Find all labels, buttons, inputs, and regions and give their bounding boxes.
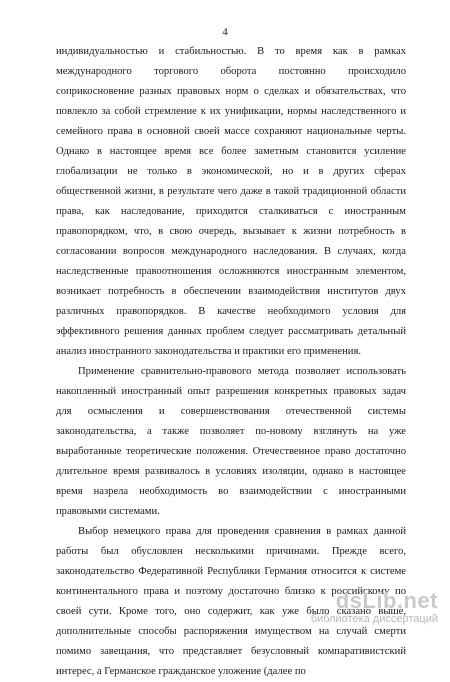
watermark-logo: dsLib.net	[335, 588, 438, 613]
watermark-subtitle: библиотека диссертаций	[310, 613, 438, 625]
paragraph-2: Применение сравнительно-правового метода позволяет использовать накопленный иностранный опыт разрешения конкретных правовых задач для осмысления и совершенствования отечественной системы законодательства, а также позволяет по-новому взглянуть на уже выработанные теоретические положения. Отечественное право достаточно длительное время развивалось в условиях изоляции, однако в настоящее время назрела необходимость во взаимодействии с иностранными правовыми системами.	[56, 366, 406, 517]
document-body	[56, 42, 406, 682]
paragraph-3: Выбор немецкого права для проведения сравнения в рамках данной работы был обусловлен несколькими причинами. Прежде всего, законодательство Федеративной Республики Германия относится к системе континентального права и поэтому достаточно близко к российскому по своей сути. Кроме того, оно содержит, как уже было сказано выше, дополнительные способы распоряжения имуществом на случай смерти помимо завещания, что представляет безусловный компаративистский интерес, а Германское гражданское уложение (далее по	[56, 526, 406, 677]
page-number: 4	[222, 26, 228, 38]
watermark	[310, 588, 438, 628]
paragraph-1: индивидуальностью и стабильностью. В то время как в рамках международного торгового оборота постоянно происходило соприкосновение разных правовых норм о сделках и обязательствах, что повлекло за собой стремление к их унификации, нормы наследственного и семейного права в основной своей массе сохраняют национальные черты. Однако в настоящее время все более заметным становится усиление глобализации не только в экономической, но и в других сферах общественной жизни, в результате чего даже в такой традиционной области права, как наследование, приходится сталкиваться с иностранным правопорядком, что, в свою очередь, вызывает к жизни потребность в согласовании вопросов международного наследования. В случаях, когда наследственные правоотношения осложняются иностранным элементом, возникает потребность в обеспечении взаимодействия институтов двух различных правопорядков. В качестве необходимого условия для эффективного решения данных проблем следует рассматривать детальный анализ иностранного законодательства и практики его применения.	[56, 46, 406, 357]
